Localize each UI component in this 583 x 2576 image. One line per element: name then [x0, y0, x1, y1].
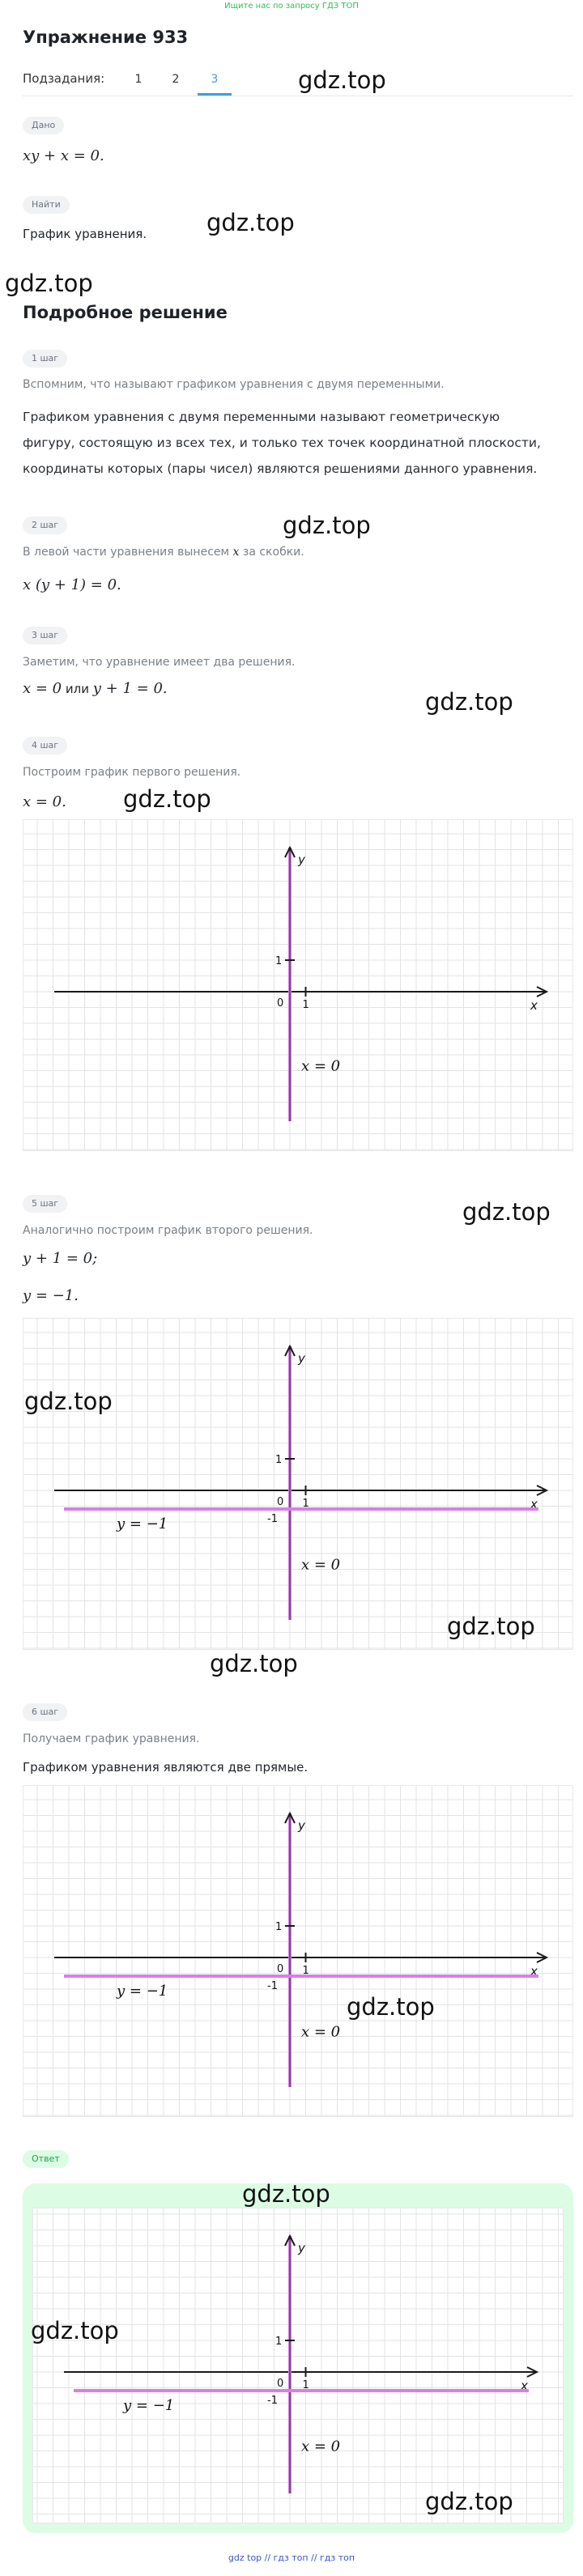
x-tick-label-1: 1 — [302, 1498, 309, 1510]
watermark: gdz.top — [425, 2488, 513, 2515]
subtask-tab-2[interactable]: 2 — [172, 73, 180, 86]
find-text: График уравнения. — [23, 227, 147, 241]
step-3-pill: 3 шаг — [23, 627, 67, 644]
given-pill: Дано — [23, 117, 64, 134]
x-axis-label: x — [530, 998, 538, 1013]
step-1-pill: 1 шаг — [23, 350, 67, 368]
footer-links[interactable]: gdz top // гдз топ // гдз топ — [228, 2553, 355, 2563]
watermark: gdz.top — [210, 1650, 298, 1677]
step-2-caption-pre: В левой части уравнения вынесем — [23, 546, 233, 559]
y-tick-label-minus-1: -1 — [267, 2395, 278, 2407]
step-2-pill: 2 шаг — [23, 516, 67, 534]
find-pill: Найти — [23, 196, 70, 214]
line-x-label: x = 0 — [301, 1057, 341, 1075]
watermark: gdz.top — [31, 2317, 119, 2344]
given-equation: xy + x = 0. — [23, 147, 104, 164]
watermark: gdz.top — [123, 785, 211, 813]
step-1-body-line-3: координаты которых (пары чисел) являются решениями данного уравнения. — [23, 461, 538, 476]
page-title: Упражнение 933 — [23, 28, 189, 47]
watermark: gdz.top — [298, 66, 386, 94]
watermark: gdz.top — [283, 512, 371, 539]
watermark: gdz.top — [242, 2180, 330, 2208]
origin-label: 0 — [277, 2378, 284, 2390]
promo-banner[interactable]: Ищите нас по запросу ГДЗ ТОП — [224, 2, 359, 11]
step-4-pill: 4 шаг — [23, 737, 67, 755]
step-2-caption-post: за скобки. — [239, 546, 304, 559]
y-tick-label-1: 1 — [275, 1921, 283, 1933]
y-tick-label-1: 1 — [275, 955, 283, 967]
graph-step-5 — [23, 1318, 573, 1650]
watermark: gdz.top — [5, 270, 93, 297]
x-axis-label: x — [521, 2378, 528, 2393]
step-6-body: Графиком уравнения являются две прямые. — [23, 1760, 309, 1775]
line-x-label: x = 0 — [301, 2438, 341, 2455]
step-1-body-line-2: фигуру, состоящую из всех тех, и только тех точек координатной плоскости, — [23, 436, 541, 450]
watermark: gdz.top — [206, 209, 295, 236]
y-axis-label: y — [298, 1818, 305, 1833]
step-6-pill: 6 шаг — [23, 1703, 67, 1721]
step-3-equations — [23, 680, 168, 697]
origin-label: 0 — [277, 1963, 284, 1975]
step-4-caption: Построим график первого решения. — [23, 766, 241, 779]
step-2-caption — [23, 546, 304, 559]
answer-graph-canvas — [33, 2208, 563, 2523]
step-1-caption: Вспомним, что называют графиком уравнения с двумя переменными. — [23, 378, 445, 391]
solution-title: Подробное решение — [23, 303, 228, 322]
step-5-equation-a: y + 1 = 0; — [23, 1250, 98, 1267]
graph-step-6 — [23, 1785, 573, 2117]
x-axis-label: x — [530, 1497, 538, 1511]
answer-graph — [32, 2208, 564, 2523]
y-tick-label-minus-1: -1 — [267, 1513, 278, 1525]
line-x-label: x = 0 — [301, 2023, 341, 2041]
watermark: gdz.top — [425, 688, 513, 716]
step-3-caption: Заметим, что уравнение имеет два решения. — [23, 656, 296, 669]
watermark: gdz.top — [24, 1388, 113, 1415]
step-1-body-line-1: Графиком уравнения с двумя переменными называют геометрическую — [23, 410, 500, 424]
y-axis-label: y — [298, 2241, 305, 2255]
watermark: gdz.top — [462, 1198, 551, 1226]
step-5-equation-b: y = −1. — [23, 1287, 79, 1304]
y-tick-label-minus-1: -1 — [267, 1980, 278, 1992]
origin-label: 0 — [277, 1496, 284, 1508]
watermark: gdz.top — [347, 1993, 435, 2021]
x-tick-label-1: 1 — [302, 999, 309, 1011]
step-5-caption: Аналогично построим график второго решения. — [23, 1224, 313, 1237]
watermark: gdz.top — [447, 1613, 535, 1640]
x-tick-label-1: 1 — [302, 1965, 309, 1977]
line-y-label: y = −1 — [117, 1983, 168, 2000]
x-tick-label-1: 1 — [302, 2379, 309, 2391]
step-6-caption: Получаем график уравнения. — [23, 1732, 200, 1745]
step-3-connector: или — [62, 682, 93, 696]
y-tick-label-1: 1 — [275, 2336, 283, 2348]
step-2-caption-var: x — [232, 546, 240, 559]
graph-step-6-canvas — [23, 1786, 572, 2116]
line-y-label: y = −1 — [117, 1515, 168, 1532]
origin-label: 0 — [277, 997, 284, 1010]
step-2-equation: x (y + 1) = 0. — [23, 576, 121, 593]
subtasks-label: Подзадания: — [23, 71, 105, 86]
step-3-equation-a: x = 0 — [23, 680, 62, 697]
step-4-equation: x = 0. — [23, 793, 66, 810]
subtask-tab-1[interactable]: 1 — [134, 73, 143, 86]
answer-pill: Ответ — [23, 2150, 69, 2168]
line-y-label: y = −1 — [123, 2397, 175, 2414]
y-tick-label-1: 1 — [275, 1454, 283, 1466]
graph-step-5-canvas — [23, 1319, 572, 1649]
graph-step-4 — [23, 819, 573, 1151]
x-axis-label: x — [530, 1964, 538, 1979]
step-5-pill: 5 шаг — [23, 1195, 67, 1213]
line-x-label: x = 0 — [301, 1556, 341, 1574]
y-axis-label: y — [298, 1351, 305, 1366]
answer-box — [23, 2183, 573, 2533]
graph-step-4-canvas — [23, 820, 572, 1150]
y-axis-label: y — [298, 852, 305, 867]
step-3-equation-b: y + 1 = 0. — [92, 680, 168, 697]
subtask-tab-3[interactable]: 3 — [198, 65, 232, 96]
